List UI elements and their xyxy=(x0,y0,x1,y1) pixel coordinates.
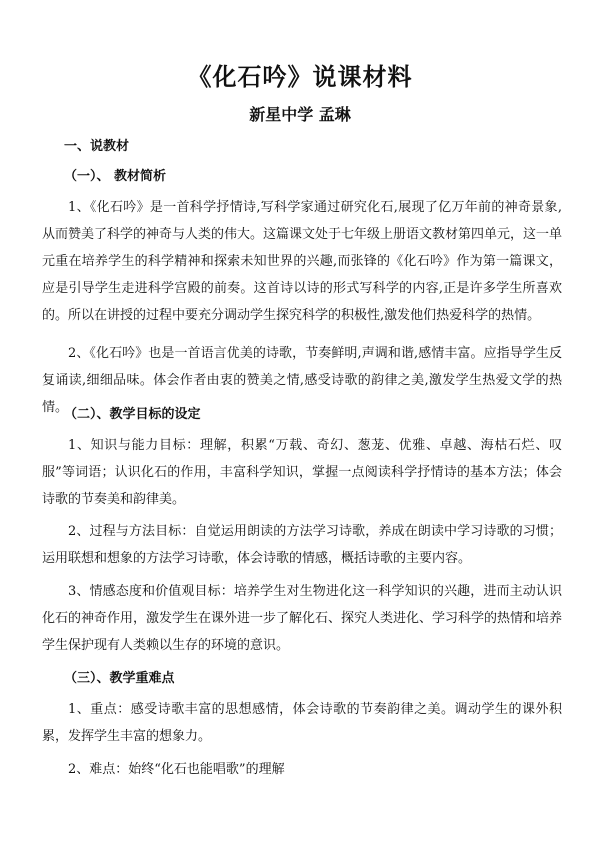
paragraph-difficulty: 2、难点：始终“化石也能唱歌”的理解 xyxy=(68,762,285,777)
paragraph-analysis-1: 1、《化石吟》是一首科学抒情诗,写科学家通过研究化石,展现了亿万年前的神奇景象,从而赞美了科学的神奇与人类的伟大。这篇课文处于七年级上册语文教材第四单元，这一单元重在培养学生的科学精神和探索未知世界的兴趣,而张锋的《化石吟》作为第一篇课文，应是引导学生走进科学宫殿的前奏。这首诗以诗的形式写科学的内容,正是许多学生所喜欢的。所以在讲授的过程中要充分调动学生探究科学的积极性,激发他们热爱科学的热情。 xyxy=(42,200,563,323)
paragraph-objective-process: 2、过程与方法目标：自觉运用朗读的方法学习诗歌，养成在朗读中学习诗歌的习惯；运用联想和想象的方法学习诗歌，体会诗歌的情感，概括诗歌的主要内容。 xyxy=(42,524,562,566)
subsection-heading-key-points: （三）、教学重难点 xyxy=(64,671,175,686)
paragraph-objective-emotion: 3、情感态度和价值观目标：培养学生对生物进化这一科学知识的兴趣，进而主动认识化石的神奇作用，激发学生在课外进一步了解化石、探究人类进化、学习科学的热情和培养学生保护现有人类赖以生存的环境的意识。 xyxy=(42,584,563,653)
document-title: 《化石吟》说课材料 xyxy=(187,63,413,91)
subsection-heading-analysis: （一）、 教材简析 xyxy=(64,169,167,184)
paragraph-analysis-2: 2、《化石吟》也是一首语言优美的诗歌，节奏鲜明,声调和谐,感情丰富。应指导学生反复诵读,细细品味。体会作者由衷的赞美之情,感受诗歌的韵律之美,激发学生热爱文学的热情。 xyxy=(42,346,562,415)
paragraph-key-point: 1、重点：感受诗歌丰富的思想感情，体会诗歌的节奏韵律之美。调动学生的课外积累，发挥学生丰富的想象力。 xyxy=(42,702,562,744)
paragraph-objective-knowledge: 1、知识与能力目标：理解，积累“万载、奇幻、葱茏、优雅、卓越、海枯石烂、叹服”等词语；认识化石的作用，丰富科学知识，掌握一点阅读科学抒情诗的基本方法；体会诗歌的节奏美和韵律美。 xyxy=(42,438,562,507)
section-heading-textbook: 一、说教材 xyxy=(64,139,130,154)
subsection-heading-objectives: （二）、教学目标的设定 xyxy=(64,407,201,422)
author-line: 新星中学 孟琳 xyxy=(249,105,351,124)
